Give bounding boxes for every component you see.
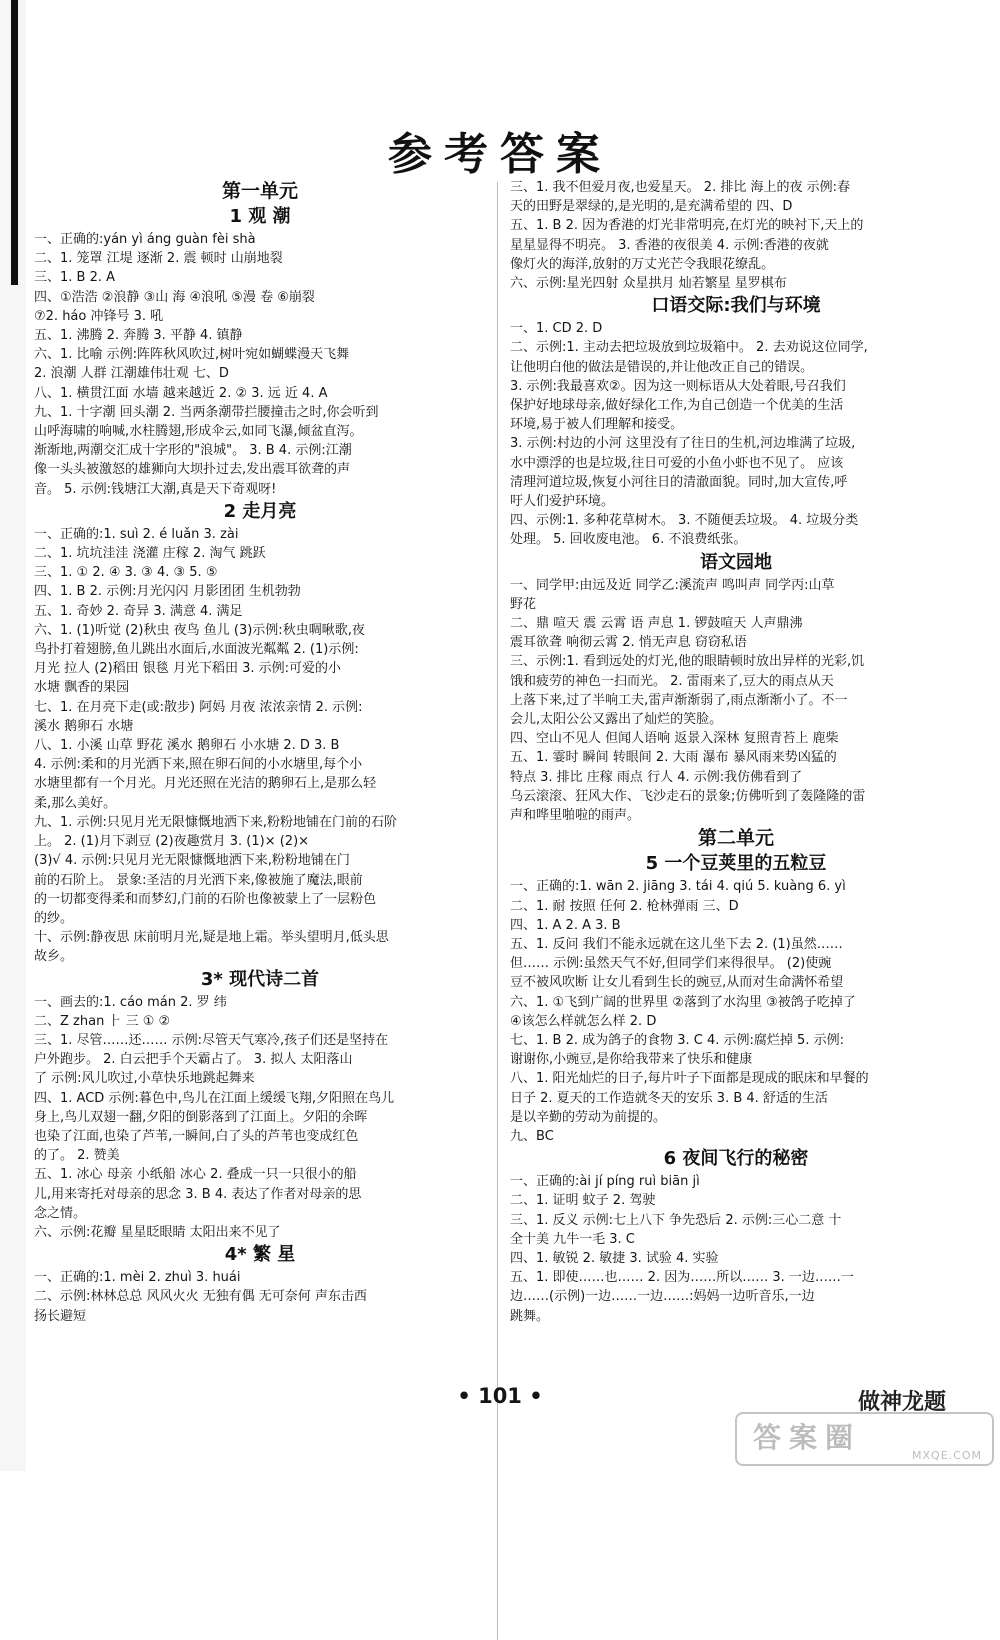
answer-line: 特点 3. 排比 庄稼 雨点 行人 4. 示例:我仿佛看到了 — [510, 769, 803, 785]
answer-line: 谢谢你,小豌豆,是你给我带来了快乐和健康 — [510, 1052, 753, 1068]
answer-line: 五、1. 即使……也…… 2. 因为……所以…… 3. 一边……一 — [510, 1270, 854, 1286]
answer-line: (3)√ 4. 示例:只见月光无限慷慨地洒下来,粉粉地铺在门 — [34, 853, 350, 869]
answer-line: 二、鼎 喧天 震 云霄 语 声息 1. 锣鼓喧天 人声鼎沸 — [510, 616, 803, 632]
answer-line: 4. 示例:柔和的月光洒下来,照在卵石间的小水塘里,每个小 — [34, 757, 363, 773]
answer-line: 日子 2. 夏天的工作造就冬天的安乐 3. B 4. 舒适的生活 — [510, 1090, 828, 1106]
answer-line: 九、1. 示例:只见月光无限慷慨地洒下来,粉粉地铺在门前的石阶 — [34, 814, 398, 830]
answer-line: 一、正确的:yán yì áng guàn fèi shà — [34, 232, 256, 247]
answer-line: 的一切都变得柔和而梦幻,门前的石阶也像被蒙上了一层粉色 — [34, 891, 377, 907]
answer-line: 3. 示例:我最喜欢②。因为这一则标语从大处着眼,号召我们 — [510, 378, 846, 394]
answer-line: 3. 示例:村边的小河 这里没有了往日的生机,河边堆满了垃圾, — [510, 436, 856, 452]
watermark-text: 答案圈 — [753, 1421, 862, 1454]
answer-line: 震耳欲聋 响彻云霄 2. 悄无声息 窃窃私语 — [510, 635, 747, 651]
answer-line: 像灯火的海洋,放射的万丈光芒令我眼花缭乱。 — [510, 256, 775, 272]
lesson-heading: 4* 繁 星 — [224, 1244, 296, 1266]
answer-line: ⑦2. háo 冲锋号 3. 吼 — [34, 308, 164, 324]
unit-heading: 第一单元 — [221, 180, 298, 202]
answer-line: 乌云滚滚、狂风大作、飞沙走石的景象;仿佛听到了轰隆隆的雷 — [510, 788, 866, 804]
answer-line: 2. 浪潮 人群 江潮雄伟壮观 七、D — [34, 366, 229, 382]
answer-line: 九、1. 十字潮 回头潮 2. 当两条潮带拦腰撞击之时,你会听到 — [34, 404, 379, 420]
answer-line: 户外跑步。 2. 白云把手个天霸占了。 3. 拟人 太阳落山 — [34, 1052, 353, 1068]
watermark-url: MXQE.COM — [912, 1449, 982, 1462]
lesson-heading: 2 走月亮 — [223, 500, 297, 522]
book-spine-edge — [0, 0, 26, 1471]
answer-line: 水塘里都有一个月光。月光还照在光洁的鹅卵石上,是那么轻 — [34, 776, 377, 792]
answer-line: 八、1. 横贯江面 水墙 越来越近 2. ② 3. 远 近 4. A — [34, 385, 328, 401]
answer-line: 水塘 飘香的果园 — [34, 680, 130, 696]
answer-line: 清理河道垃圾,恢复小河往日的清澈面貌。同时,加大宣传,呼 — [510, 474, 848, 490]
answer-line: 三、1. ① 2. ④ 3. ③ 4. ③ 5. ⑤ — [34, 565, 218, 581]
answer-line: 上落下来,过了半响工夫,雷声渐渐弱了,雨点渐渐小了。不一 — [510, 692, 848, 708]
answer-line: 山呼海啸的响喊,水柱腾翅,形成伞云,如同飞瀑,倾盆直泻。 — [34, 424, 363, 440]
answer-line: 让他明白他的做法是错误的,并让他改正自己的错误。 — [510, 359, 814, 375]
answer-line: 跳舞。 — [510, 1308, 550, 1324]
answer-line: 四、①浩浩 ②浪静 ③山 海 ④浪吼 ⑤漫 卷 ⑥崩裂 — [34, 289, 315, 305]
answer-line: 三、1. 尽管……还…… 示例:尽管天气寒冷,孩子们还是坚持在 — [34, 1032, 389, 1048]
answer-line: 一、正确的:ài jí píng ruì biān jì — [510, 1174, 700, 1190]
answer-line: 八、1. 小溪 山草 野花 溪水 鹅卵石 小水塘 2. D 3. B — [34, 738, 340, 754]
lesson-heading: 6 夜间飞行的秘密 — [663, 1148, 809, 1170]
answer-line: 二、1. 耐 按照 任何 2. 枪林弹雨 三、D — [510, 898, 739, 914]
answer-line: 五、1. 沸腾 2. 奔腾 3. 平静 4. 镇静 — [34, 328, 243, 344]
brand-label: 做神龙题 — [858, 1390, 947, 1415]
answer-line: 环境,易于被人们理解和接受。 — [510, 417, 684, 433]
answer-line: 二、1. 坑坑洼洼 浇灌 庄稼 2. 淘气 跳跃 — [34, 546, 266, 562]
answer-line: 四、1. B 2. 示例:月光闪闪 月影团团 生机勃勃 — [34, 584, 301, 600]
answer-line: 身上,鸟儿双翅一翻,夕阳的倒影落到了江面上。夕阳的余晖 — [34, 1109, 368, 1125]
lesson-heading: 语文园地 — [700, 551, 772, 573]
answer-line: 一、正确的:1. suì 2. é luǎn 3. zài — [34, 526, 239, 542]
answer-line: 星星显得不明亮。 3. 香港的夜很美 4. 示例:香港的夜就 — [510, 237, 829, 253]
answer-line: 六、1. 比喻 示例:阵阵秋风吹过,树叶宛如蝴蝶漫天飞舞 — [34, 347, 350, 363]
answer-line: 月光 拉人 (2)稻田 银毯 月光下稻田 3. 示例:可爱的小 — [34, 661, 341, 677]
answer-line: 扬长避短 — [34, 1308, 87, 1324]
answer-line: 前的石阶上。 景象:圣洁的月光洒下来,像被施了魔法,眼前 — [34, 872, 363, 888]
answer-line: 六、示例:花瓣 星星眨眼睛 太阳出来不见了 — [34, 1224, 281, 1240]
answer-line: 鸟扑打着翅膀,鱼儿跳出水面后,水面波光粼粼 2. (1)示例: — [34, 642, 359, 658]
answer-line: 渐渐地,两潮交汇成十字形的"浪城"。 3. B 4. 示例:江潮 — [34, 443, 352, 459]
answer-line: 三、1. 我不但爱月夜,也爱星天。 2. 排比 海上的夜 示例:春 — [510, 180, 850, 195]
answer-line: 十、示例:静夜思 床前明月光,疑是地上霜。举头望明月,低头思 — [34, 930, 389, 946]
answer-line: 六、1. (1)听觉 (2)秋虫 夜鸟 鱼儿 (3)示例:秋虫啁啾歌,夜 — [34, 622, 365, 638]
answer-line: 音。 5. 示例:钱塘江大潮,真是天下奇观呀! — [34, 481, 277, 497]
answer-line: 一、正确的:1. wān 2. jiāng 3. tái 4. qiú 5. kuàng 6. yì — [510, 879, 846, 895]
page-title: 参考答案 — [388, 129, 612, 180]
unit-heading: 第二单元 — [697, 827, 774, 850]
answer-line: 四、1. 敏锐 2. 敏捷 3. 试验 4. 实验 — [510, 1250, 719, 1266]
answer-line: 四、空山不见人 但闻人语响 返景入深林 复照青苔上 鹿柴 — [510, 731, 839, 747]
answer-line: 一、画去的:1. cáo mán 2. 罗 纬 — [34, 994, 227, 1010]
answer-line: 溪水 鹅卵石 水塘 — [34, 718, 134, 734]
answer-line: 处理。 5. 回收废电池。 6. 不浪费纸张。 — [510, 532, 747, 548]
answer-line: 五、1. 冰心 母亲 小纸船 冰心 2. 叠成一只一只很小的船 — [34, 1167, 357, 1183]
answer-line: 七、1. B 2. 成为鸽子的食物 3. C 4. 示例:腐烂掉 5. 示例: — [510, 1032, 844, 1048]
answer-line: 故乡。 — [34, 949, 74, 965]
answer-line: 三、1. 反义 示例:七上八下 争先恐后 2. 示例:三心二意 十 — [510, 1212, 842, 1228]
lesson-heading: 5 一个豆荚里的五粒豆 — [645, 853, 827, 875]
answer-line: 豆不被风吹断 让女儿看到生长的豌豆,从而对生命满怀希望 — [510, 975, 844, 991]
column-divider — [497, 182, 498, 1640]
answer-line: 一、正确的:1. mèi 2. zhuì 3. huái — [34, 1270, 241, 1286]
answer-line: 六、1. ①飞到广阔的世界里 ②落到了水沟里 ③被鸽子吃掉了 — [510, 994, 856, 1010]
answer-line: 吁人们爱护环境。 — [510, 494, 615, 510]
answer-line: 二、示例:林林总总 风风火火 无独有偶 无可奈何 声东击西 — [34, 1289, 367, 1305]
answer-line: 念之情。 — [34, 1205, 87, 1221]
answer-line: 一、1. CD 2. D — [510, 321, 603, 337]
answer-line: 二、示例:1. 主动去把垃圾放到垃圾箱中。 2. 去劝说这位同学, — [510, 340, 868, 356]
answer-line: ④该怎么样就怎么样 2. D — [510, 1013, 657, 1029]
answer-line: 野花 — [510, 596, 537, 612]
answer-line: 但…… 示例:虽然天气不好,但同学们来得很早。 (2)使豌 — [510, 956, 832, 972]
answer-line: 的纱。 — [34, 910, 74, 926]
answer-line: 上。 2. (1)月下剥豆 (2)夜趣赏月 3. (1)× (2)× — [34, 834, 310, 850]
answer-line: 五、1. 霎时 瞬间 转眼间 2. 大雨 瀑布 暴风雨来势凶猛的 — [510, 750, 837, 766]
answer-line: 五、1. B 2. 因为香港的灯光非常明亮,在灯光的映衬下,天上的 — [510, 218, 864, 234]
answer-line: 一、同学甲:由远及近 同学乙:溪流声 鸣叫声 同学丙:山草 — [510, 577, 835, 593]
site-watermark — [735, 1412, 994, 1466]
answer-column-left — [34, 178, 486, 1326]
answer-line: 了 示例:风儿吹过,小草快乐地跳起舞来 — [34, 1071, 255, 1087]
answer-column-right — [510, 178, 962, 1326]
lesson-heading: 1 观 潮 — [229, 206, 291, 227]
answer-line: 二、1. 证明 蚊子 2. 驾驶 — [510, 1193, 656, 1209]
answer-line: 天的田野是翠绿的,是光明的,是充满希望的 四、D — [510, 199, 793, 215]
answer-line: 会儿,太阳公公又露出了灿烂的笑脸。 — [510, 712, 723, 728]
answer-line: 七、1. 在月亮下走(或:散步) 阿妈 月夜 浓浓亲情 2. 示例: — [34, 699, 363, 715]
answer-line: 二、1. 笼罩 江堤 逐渐 2. 震 顿时 山崩地裂 — [34, 251, 283, 267]
answer-line: 边……(示例)一边……一边……:妈妈一边听音乐,一边 — [510, 1289, 815, 1305]
answer-line: 五、1. 反问 我们不能永远就在这儿坐下去 2. (1)虽然…… — [510, 936, 843, 952]
answer-line: 柔,那么美好。 — [34, 795, 117, 811]
answer-line: 五、1. 奇妙 2. 奇异 3. 满意 4. 满足 — [34, 603, 243, 619]
answer-line: 四、1. A 2. A 3. B — [510, 917, 621, 933]
page-number: • 101 • — [457, 1384, 543, 1408]
answer-line: 是以辛勤的劳动为前提的。 — [510, 1109, 667, 1125]
answer-line: 的了。 2. 赞美 — [34, 1148, 120, 1164]
answer-line: 四、示例:1. 多种花草树木。 3. 不随便丢垃圾。 4. 垃圾分类 — [510, 513, 859, 529]
answer-line: 全十美 九牛一毛 3. C — [510, 1231, 635, 1247]
answer-line: 饿和疲劳的神色一扫而光。 2. 雷雨来了,豆大的雨点从天 — [510, 673, 834, 689]
answer-line: 六、示例:星光四射 众星拱月 灿若繁星 星罗棋布 — [510, 276, 787, 292]
answer-line: 像一头头被激怒的雄狮向大坝扑过去,发出震耳欲聋的声 — [34, 462, 351, 478]
answer-line: 八、1. 阳光灿烂的日子,每片叶子下面都是现成的眠床和早餐的 — [510, 1071, 869, 1087]
answer-line: 二、Z zhan ⺊ 三 ① ② — [34, 1013, 171, 1029]
lesson-heading: 3* 现代诗二首 — [200, 968, 320, 990]
answer-line: 也染了江面,也染了芦苇,一瞬间,白了头的芦苇也变成红色 — [34, 1128, 359, 1144]
answer-line: 保护好地球母亲,做好绿化工作,为自己创造一个优美的生活 — [510, 398, 844, 414]
answer-line: 声和哗里啪啦的雨声。 — [510, 808, 641, 824]
answer-line: 水中漂浮的也是垃圾,往日可爱的小鱼小虾也不见了。 应该 — [510, 455, 844, 471]
answer-line: 三、1. B 2. A — [34, 270, 116, 286]
answer-line: 九、BC — [510, 1128, 554, 1144]
answer-line: 三、示例:1. 看到远处的灯光,他的眼睛顿时放出异样的光彩,饥 — [510, 654, 865, 670]
answer-line: 儿,用来寄托对母亲的思念 3. B 4. 表达了作者对母亲的思 — [34, 1186, 362, 1202]
answer-line: 四、1. ACD 示例:暮色中,鸟儿在江面上缓缓飞翔,夕阳照在鸟儿 — [34, 1090, 395, 1106]
lesson-heading: 口语交际:我们与环境 — [651, 295, 821, 317]
